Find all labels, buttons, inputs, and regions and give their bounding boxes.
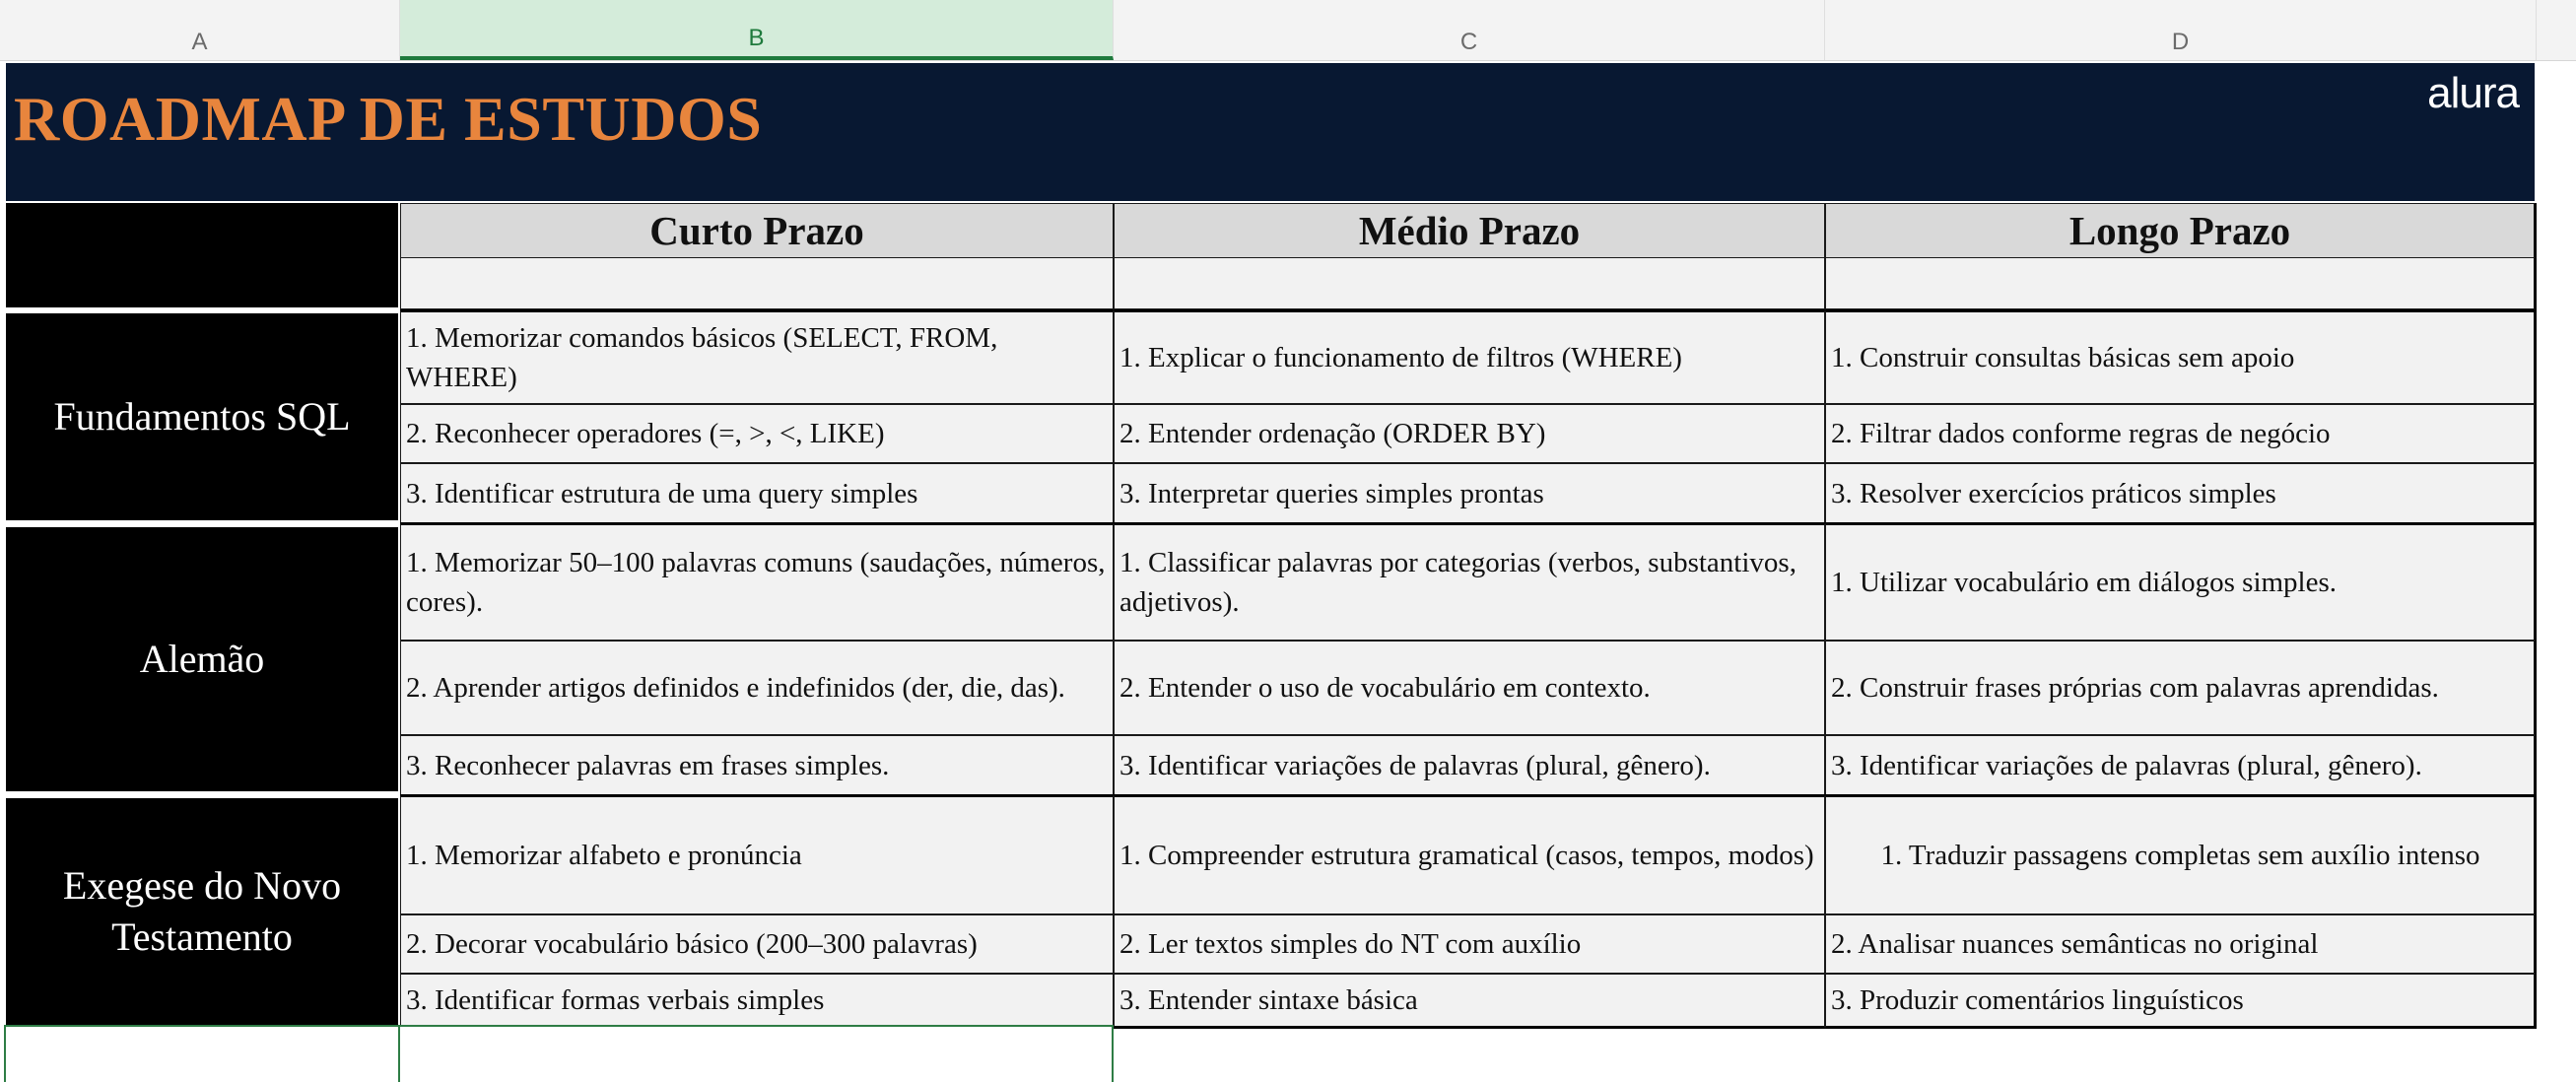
empty-cell-a[interactable]	[4, 1025, 400, 1082]
table-cell[interactable]: 2. Entender ordenação (ORDER BY)	[1114, 404, 1825, 463]
table-cell[interactable]: 1. Explicar o funcionamento de filtros (WHERE)	[1114, 309, 1825, 404]
table-cell[interactable]: 2. Decorar vocabulário básico (200–300 palavras)	[400, 914, 1114, 974]
table-cell[interactable]: 1. Classificar palavras por categorias (verbos, substantivos, adjetivos).	[1114, 522, 1825, 641]
header-spacer-cell[interactable]	[400, 258, 1114, 309]
table-cell[interactable]: 2. Ler textos simples do NT com auxílio	[1114, 914, 1825, 974]
table-cell[interactable]: 3. Entender sintaxe básica	[1114, 974, 1825, 1029]
alura-logo: alura	[2427, 69, 2519, 117]
table-cell[interactable]: 1. Traduzir passagens completas sem auxílio intenso	[1825, 794, 2537, 914]
column-header-c[interactable]: C	[1114, 0, 1825, 60]
table-cell[interactable]: 2. Aprender artigos definidos e indefinidos (der, die, das).	[400, 641, 1114, 735]
table-cell[interactable]: 2. Reconhecer operadores (=, >, <, LIKE)	[400, 404, 1114, 463]
table-cell[interactable]: 1. Memorizar 50–100 palavras comuns (saudações, números, cores).	[400, 522, 1114, 641]
header-spacer-cell[interactable]	[1114, 258, 1825, 309]
column-header-d[interactable]: D	[1825, 0, 2537, 60]
table-cell[interactable]: 3. Identificar variações de palavras (plural, gênero).	[1825, 735, 2537, 796]
column-header-a[interactable]: A	[0, 0, 400, 60]
table-cell[interactable]: 3. Identificar formas verbais simples	[400, 974, 1114, 1029]
table-cell[interactable]: 2. Construir frases próprias com palavras aprendidas.	[1825, 641, 2537, 735]
page-title: ROADMAP DE ESTUDOS	[14, 84, 763, 154]
section-label-alemao[interactable]: Alemão	[6, 527, 398, 791]
header-spacer-cell[interactable]	[1825, 258, 2537, 309]
header-medio-prazo[interactable]: Médio Prazo	[1114, 203, 1825, 258]
column-header-b[interactable]: B	[400, 0, 1114, 60]
header-longo-prazo[interactable]: Longo Prazo	[1825, 203, 2537, 258]
table-cell[interactable]: 1. Memorizar comandos básicos (SELECT, FROM, WHERE)	[400, 309, 1114, 404]
table-cell[interactable]: 3. Resolver exercícios práticos simples	[1825, 463, 2537, 524]
selected-cell[interactable]	[398, 1025, 1114, 1082]
header-corner-cell[interactable]	[6, 203, 398, 307]
table-cell[interactable]: 1. Construir consultas básicas sem apoio	[1825, 309, 2537, 404]
section-label-exegese[interactable]: Exegese do Novo Testamento	[6, 798, 398, 1025]
table-cell[interactable]: 2. Entender o uso de vocabulário em contexto.	[1114, 641, 1825, 735]
table-cell[interactable]: 3. Reconhecer palavras em frases simples.	[400, 735, 1114, 796]
title-banner[interactable]	[6, 63, 2535, 201]
table-cell[interactable]: 3. Interpretar queries simples prontas	[1114, 463, 1825, 524]
header-curto-prazo[interactable]: Curto Prazo	[400, 203, 1114, 258]
table-cell[interactable]: 1. Memorizar alfabeto e pronúncia	[400, 794, 1114, 914]
table-cell[interactable]: 2. Filtrar dados conforme regras de negócio	[1825, 404, 2537, 463]
column-header-bar	[0, 0, 2576, 61]
section-label-fundamentos-sql[interactable]: Fundamentos SQL	[6, 313, 398, 520]
table-cell[interactable]: 3. Identificar variações de palavras (plural, gênero).	[1114, 735, 1825, 796]
table-cell[interactable]: 3. Identificar estrutura de uma query simples	[400, 463, 1114, 524]
table-cell[interactable]: 2. Analisar nuances semânticas no original	[1825, 914, 2537, 974]
table-cell[interactable]: 1. Compreender estrutura gramatical (casos, tempos, modos)	[1114, 794, 1825, 914]
table-cell[interactable]: 1. Utilizar vocabulário em diálogos simples.	[1825, 522, 2537, 641]
table-cell[interactable]: 3. Produzir comentários linguísticos	[1825, 974, 2537, 1029]
